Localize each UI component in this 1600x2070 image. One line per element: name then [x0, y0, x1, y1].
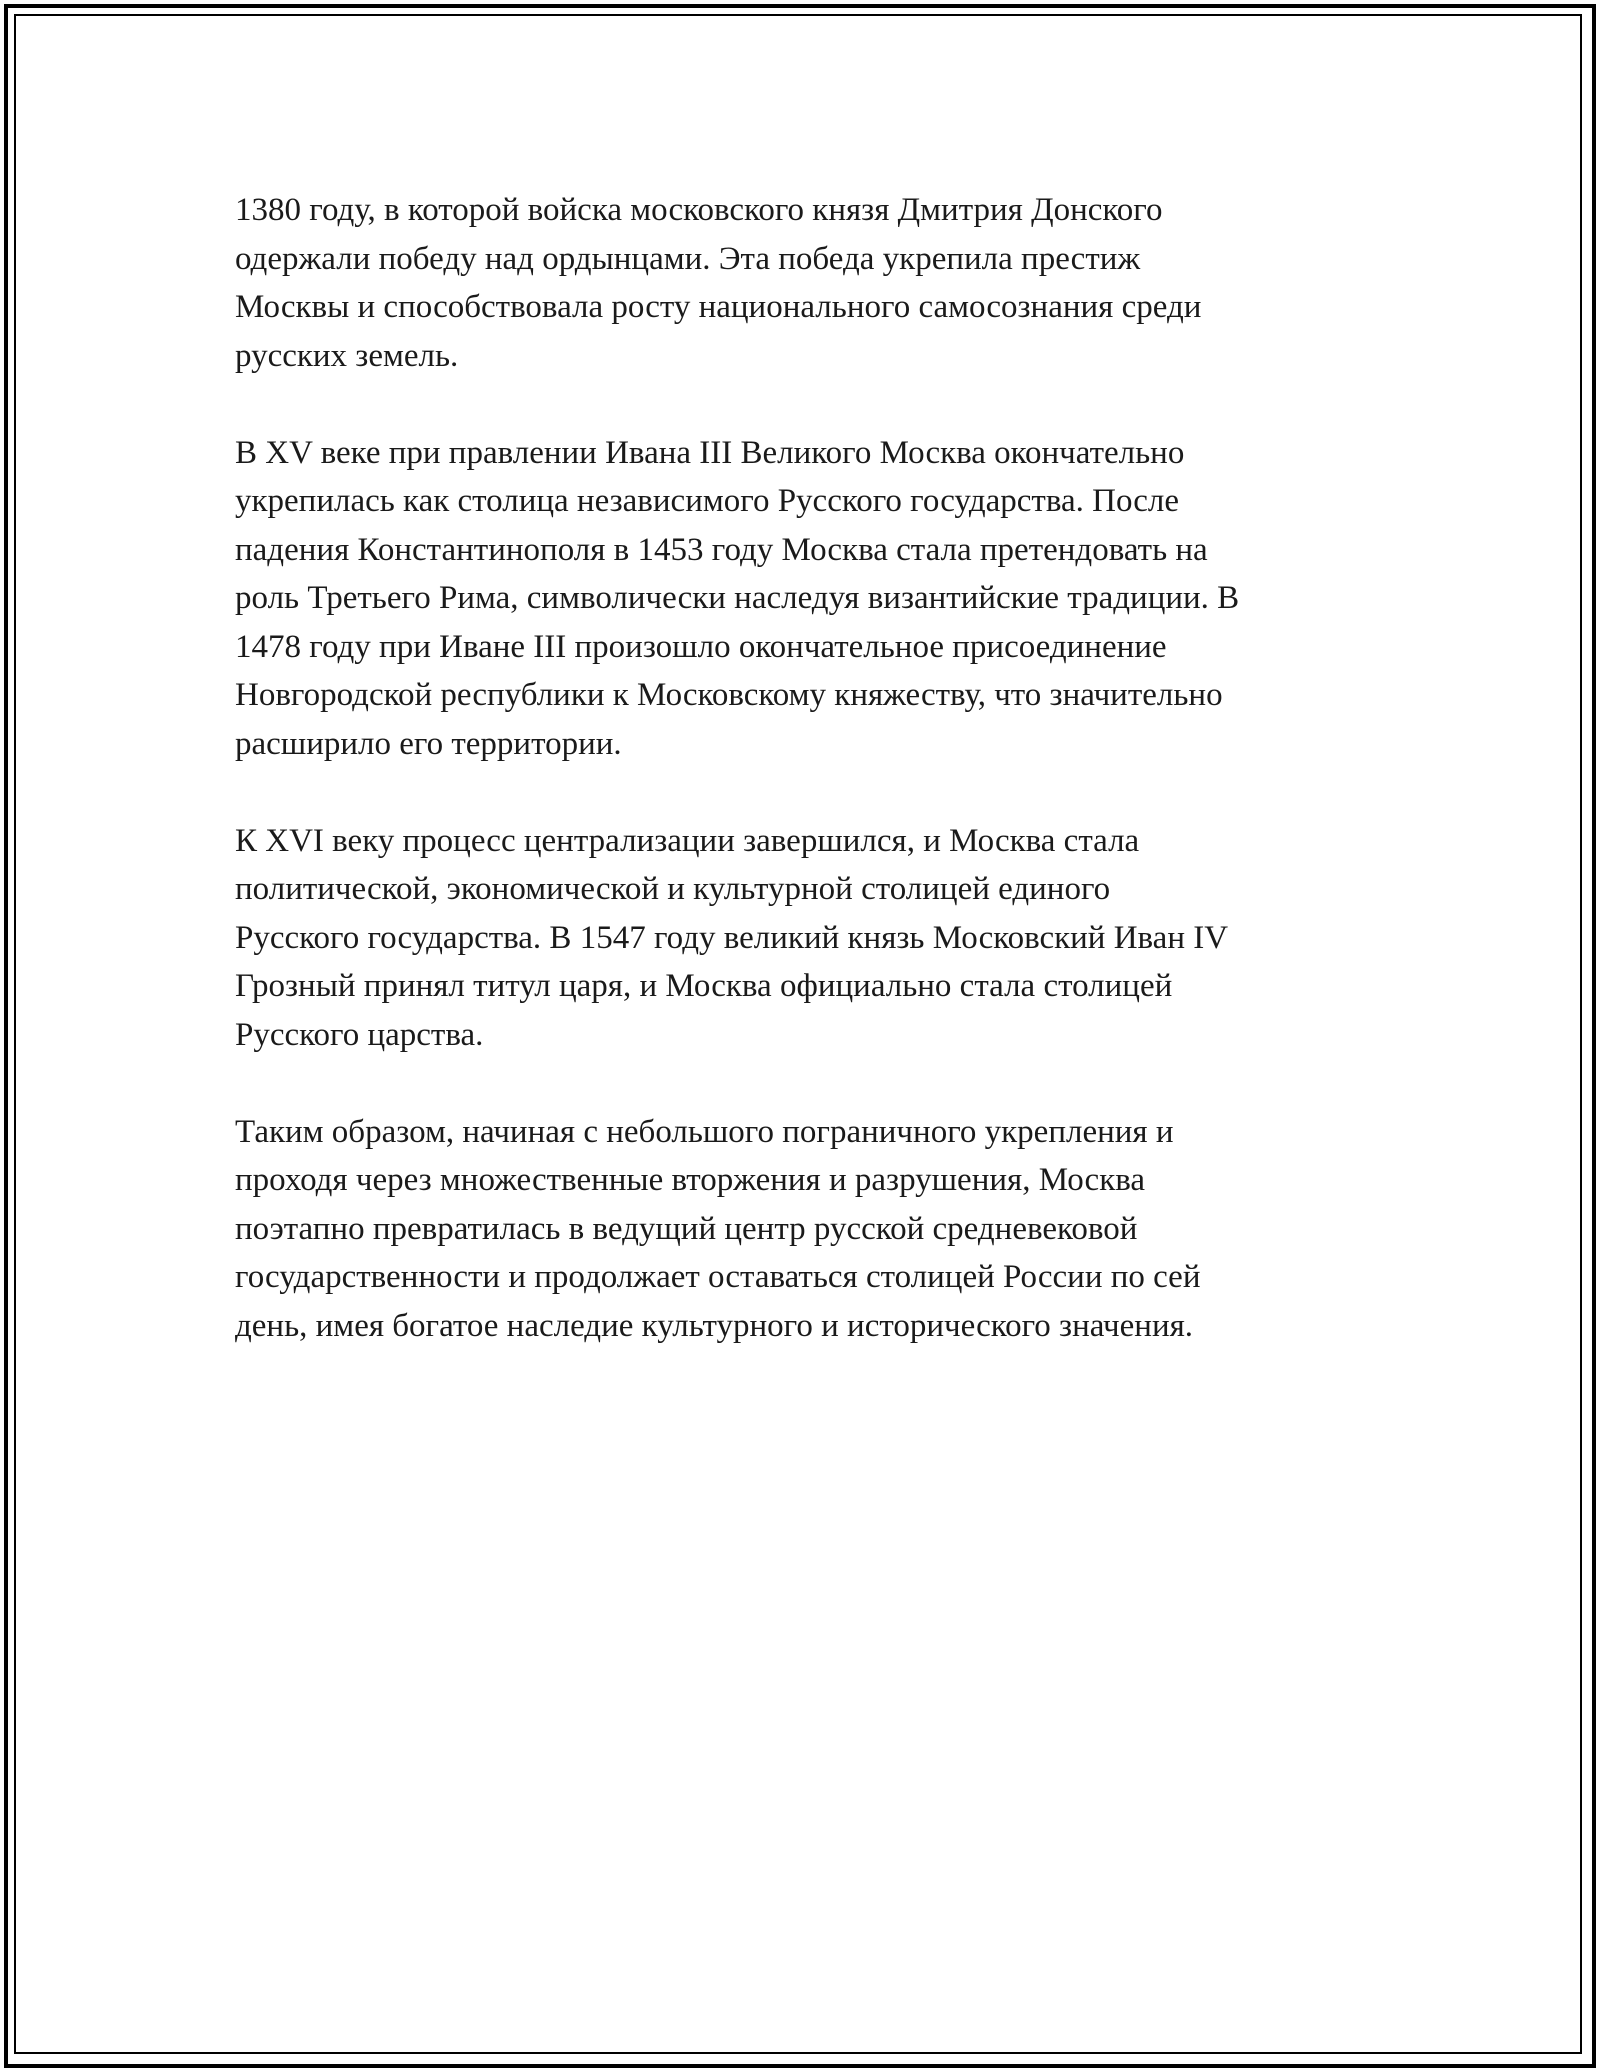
paragraph-line: Москвы и способствовала росту национального самосознания среди [235, 289, 1202, 325]
paragraph-line: Новгородской республики к Московскому княжеству, что значительно [235, 677, 1223, 713]
paragraph-1 [235, 186, 1365, 380]
paragraph-line: Русского государства. В 1547 году великий князь Московский Иван IV [235, 919, 1229, 956]
paragraph-line: проходя через множественные вторжения и разрушения, Москва [235, 1162, 1146, 1198]
paragraph-line: падения Константинополя в 1453 году Москва стала претендовать на [235, 531, 1208, 568]
paragraph-line: Русского царства. [235, 1016, 484, 1053]
paragraph-line: русских земель. [235, 337, 459, 374]
paragraph-line: 1380 году, в которой войска московского князя Дмитрия Донского [235, 192, 1163, 228]
document-body [235, 186, 1365, 1350]
paragraph-line: Таким образом, начиная с небольшого пограничного укрепления и [235, 1113, 1174, 1150]
paragraph-2 [235, 429, 1365, 769]
paragraph-line: роль Третьего Рима, символически наследуя византийские традиции. В [235, 580, 1240, 616]
paragraph-line: 1478 году при Иване III произошло окончательное присоединение [235, 628, 1167, 665]
paragraph-3 [235, 817, 1365, 1060]
paragraph-line: политической, экономической и культурной столицей единого [235, 871, 1111, 907]
paragraph-line: К XVI веку процесс централизации завершился, и Москва стала [235, 822, 1140, 859]
paragraph-line: расширило его территории. [235, 725, 622, 762]
paragraph-line: одержали победу над ордынцами. Эта победа укрепила престиж [235, 240, 1141, 277]
paragraph-line: укрепилась как столица независимого Русского государства. После [235, 483, 1180, 519]
paragraph-line: государственности и продолжает оставаться столицей России по сей [235, 1259, 1201, 1295]
paragraph-line: поэтапно превратилась в ведущий центр русской средневековой [235, 1210, 1138, 1247]
paragraph-line: Грозный принял титул царя, и Москва официально стала столицей [235, 968, 1173, 1004]
paragraph-line: В XV веке при правлении Ивана III Великого Москва окончательно [235, 434, 1185, 471]
paragraph-line: день, имея богатое наследие культурного и исторического значения. [235, 1307, 1194, 1344]
paragraph-4 [235, 1108, 1365, 1351]
